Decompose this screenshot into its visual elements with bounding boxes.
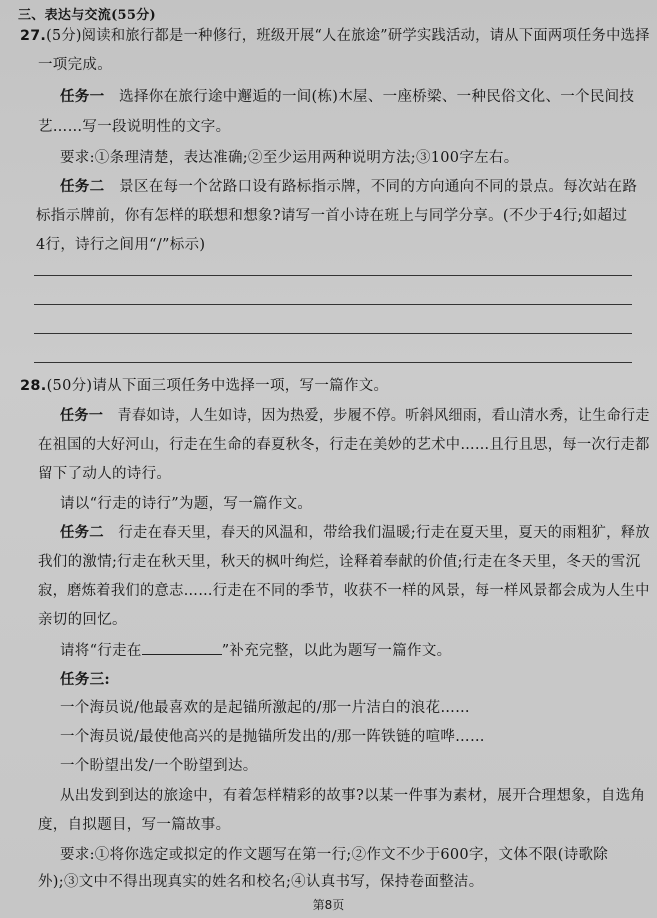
q28-intro: (50分)请从下面三项任务中选择一项，写一篇作文。 <box>46 378 389 394</box>
q28-task3-line1: 从出发到到达的旅途中，有着怎样精彩的故事?以某一件事为素材，展开合理想象，自选角 <box>60 788 646 804</box>
q27-number: 27. <box>20 28 47 44</box>
q28-task2-text: 行走在春天里，春天的风温和，带给我们温暖;行走在夏天里，夏天的雨粗犷，释放 <box>118 525 650 541</box>
poem-line-2: 一个海员说/最使他高兴的是抛锚所发出的/那一阵铁链的喧哗…… <box>60 729 485 745</box>
answer-line[interactable] <box>34 304 632 305</box>
q28-task1-label: 任务一 <box>60 407 104 424</box>
q28-task3-line2: 度，自拟题目，写一篇故事。 <box>38 817 231 833</box>
q28-task2-prompt-before: 请将“行走在 <box>60 643 142 659</box>
q27-line1 <box>20 26 650 46</box>
q27-task2-line2: 标指示牌前，你有怎样的联想和想象?请写一首小诗在班上与同学分享。(不少于4行;如超过 <box>36 208 628 224</box>
q28-requirements-line2: 外);③文中不得出现真实的姓名和校名;④认真书写，保持卷面整洁。 <box>38 874 484 890</box>
answer-line[interactable] <box>34 275 632 276</box>
q28-task2-label: 任务二 <box>60 524 104 541</box>
q28-task2 <box>60 523 650 543</box>
q28-task2-line3: 寂，磨炼着我们的意志……行走在不同的季节，收获不一样的风景，每一样风景都会成为人生中 <box>38 583 650 599</box>
q27-intro: (5分)阅读和旅行都是一种修行，班级开展“人在旅途”研学实践活动，请从下面两项任务中选择 <box>46 28 650 44</box>
q27-task2-text: 景区在每一个岔路口设有路标指示牌，不同的方向通向不同的景点。每次站在路 <box>119 179 638 195</box>
answer-line[interactable] <box>34 333 632 334</box>
section-heading: 三、表达与交流(55分) <box>18 8 156 23</box>
q28-number: 28. <box>20 378 47 394</box>
q28-task2-prompt-after: ”补充完整，以此为题写一篇作文。 <box>221 643 452 659</box>
q28-task2-prompt <box>60 640 451 661</box>
poem-line-3: 一个盼望出发/一个盼望到达。 <box>60 758 258 774</box>
q28-task3-label: 任务三: <box>60 671 111 688</box>
q27-task1-requirements: 要求:①条理清楚，表达准确;②至少运用两种说明方法;③100字左右。 <box>60 150 519 166</box>
q27-task1-text: 选择你在旅行途中邂逅的一间(栋)木屋、一座桥梁、一种民俗文化、一个民间技 <box>119 89 635 105</box>
q28-task1-line2: 在祖国的大好河山，行走在生命的春夏秋冬，行走在美妙的艺术中……且行且思，每一次行走都 <box>38 437 650 453</box>
q28-task2-line2: 我们的激情;行走在秋天里，秋天的枫叶绚烂，诠释着奉献的价值;行走在冬天里，冬天的雪沉 <box>38 554 641 570</box>
q27-line2: 一项完成。 <box>38 57 112 73</box>
q27-task1-line2: 艺……写一段说明性的文字。 <box>38 119 231 135</box>
q27-task1 <box>60 87 634 107</box>
q28-line1 <box>20 376 388 396</box>
q27-task2-line3: 4行，诗行之间用“/”标示) <box>36 237 206 253</box>
q28-requirements-line1: 要求:①将你选定或拟定的作文题写在第一行;②作文不少于600字，文体不限(诗歌除 <box>60 847 609 863</box>
q28-task1-prompt: 请以“行走的诗行”为题，写一篇作文。 <box>60 496 313 512</box>
q27-task2-label: 任务二 <box>60 178 105 195</box>
q27-task1-label: 任务一 <box>60 88 105 105</box>
title-blank[interactable] <box>142 640 222 655</box>
q28-task1-text: 青春如诗，人生如诗，因为热爱，步履不停。听斜风细雨，看山清水秀，让生命行走 <box>117 408 650 424</box>
q28-task1 <box>60 406 650 426</box>
q28-task2-line4: 亲切的回忆。 <box>38 612 127 628</box>
q27-task2 <box>60 177 637 197</box>
q28-task1-line3: 留下了动人的诗行。 <box>38 466 172 482</box>
poem-line-1: 一个海员说/他最喜欢的是起锚所激起的/那一片洁白的浪花…… <box>60 700 470 716</box>
answer-line[interactable] <box>34 362 632 363</box>
page-number: 第8页 <box>312 898 345 912</box>
